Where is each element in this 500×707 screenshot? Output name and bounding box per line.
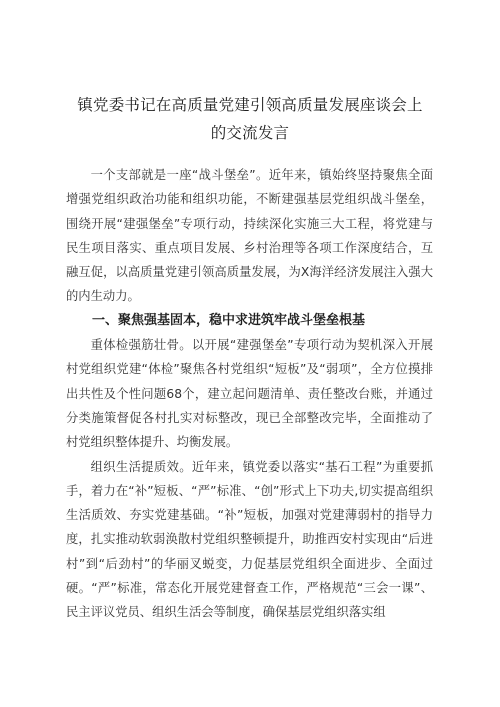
section-heading-1: 一、聚焦强基固本，稳中求进筑牢战斗堡垒根基 <box>92 312 366 328</box>
body-paragraph-intro: 一个支部就是一座“战斗堡垒”。近年来，镇始终坚持聚焦全面增强党组织政治功能和组织功能，不断建强基层党组织战斗堡垒，围绕开展“建强堡垒”专项行动，持续深化实施三大工程，将党建与民生项目落实、重点项目发展、乡村治理等各项工作深度结合，互融互促，以高质量党建引领高质量发展，为X海洋经济发展注入强大的内生动力。 <box>66 168 433 304</box>
body-paragraph-checkup: 重体检强筋壮骨。以开展“建强堡垒”专项行动为契机深入开展村党组织党建“体检”聚焦各村党组织“短板”及“弱项”，全方位摸排出共性及个性问题68个，建立起问题清单、责任整改台账，并通过分类施策督促各村扎实对标整改，现已全部整改完毕，全面推动了村党组织整体提升、均衡发展。 <box>66 338 433 450</box>
document-body <box>66 163 433 625</box>
document-title: 镇党委书记在高质量党建引领高质量发展座谈会上的交流发言 <box>77 96 423 142</box>
body-paragraph-org-life: 组织生活提质效。近年来，镇党委以落实“基石工程”为重要抓手，着力在“补”短板、“严”标准、“创”形式上下功夫,切实提高组织生活质效、夯实党建基础。“补”短板，加强对党建薄弱村的指导力度，扎实推动软弱涣散村党组织整顿提升，助推西安村实现由“后进村”到“后劲村”的华丽叉蜕变，力促基层党组织全面进步、全面过硬。“严”标准，常态化开展党建督查工作，严格规范“三会一课”、民主评议党员、组织生活会等制度，确保基层党组织落实组 <box>66 459 433 620</box>
